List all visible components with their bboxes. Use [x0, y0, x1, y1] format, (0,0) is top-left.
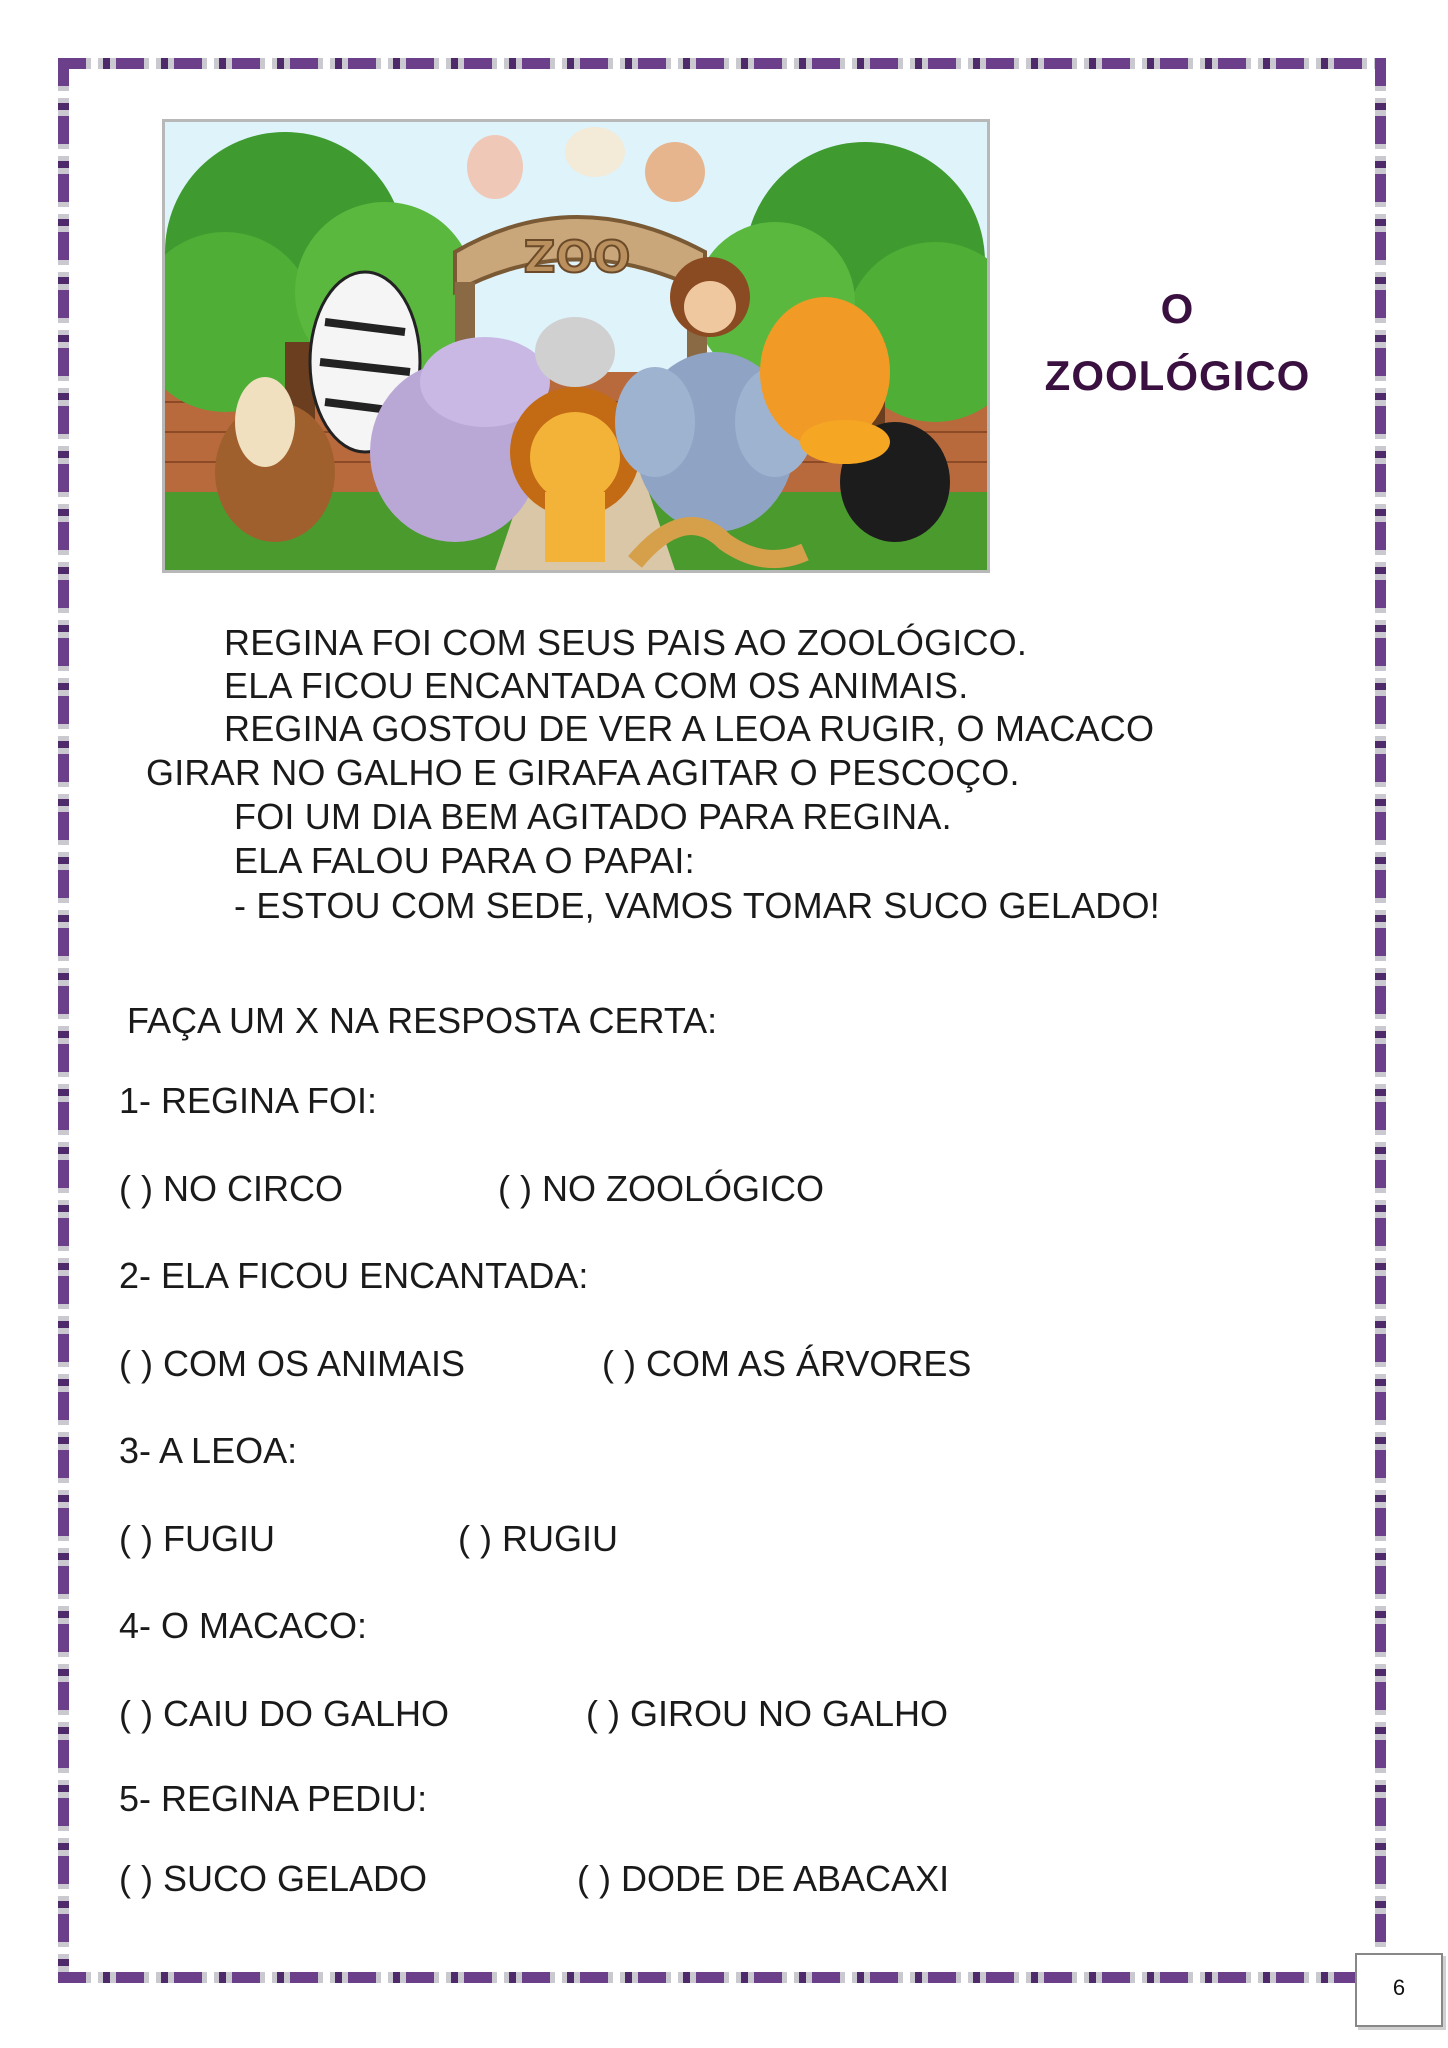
- answer-option[interactable]: ( ) COM AS ÁRVORES: [602, 1343, 972, 1384]
- story-line: ELA FALOU PARA O PAPAI:: [234, 840, 695, 881]
- border-left: [58, 58, 69, 1983]
- answer-option[interactable]: ( ) CAIU DO GALHO: [119, 1693, 450, 1734]
- quiz-instruction: FAÇA UM X NA RESPOSTA CERTA:: [127, 1000, 718, 1041]
- question-prompt: 4- O MACACO:: [119, 1605, 368, 1646]
- question-prompt: 5- REGINA PEDIU:: [119, 1778, 428, 1819]
- question-prompt: 2- ELA FICOU ENCANTADA:: [119, 1255, 589, 1296]
- story-line: REGINA GOSTOU DE VER A LEOA RUGIR, O MACACO: [224, 708, 1155, 749]
- question-prompt: 3- A LEOA:: [119, 1430, 298, 1471]
- zoo-illustration: [162, 119, 990, 573]
- answer-option[interactable]: ( ) FUGIU: [119, 1518, 275, 1559]
- story-line: - ESTOU COM SEDE, VAMOS TOMAR SUCO GELADO!: [234, 885, 1160, 926]
- border-right: [1375, 58, 1386, 1983]
- question-prompt: 1- REGINA FOI:: [119, 1080, 378, 1121]
- page-title: ZOOLÓGICO: [1044, 352, 1311, 399]
- story-line: GIRAR NO GALHO E GIRAFA AGITAR O PESCOÇO.: [146, 752, 1020, 793]
- story-line: REGINA FOI COM SEUS PAIS AO ZOOLÓGICO.: [224, 622, 1028, 663]
- answer-option[interactable]: ( ) RUGIU: [458, 1518, 618, 1559]
- page-number: 6: [1392, 1975, 1406, 2000]
- title-line-1: O: [1160, 285, 1195, 332]
- story-line: ELA FICOU ENCANTADA COM OS ANIMAIS.: [224, 665, 969, 706]
- zoo-sign-text: ZOO: [523, 232, 631, 283]
- answer-option[interactable]: ( ) NO ZOOLÓGICO: [498, 1168, 825, 1209]
- border-bottom: [58, 1972, 1386, 1983]
- border-top: [58, 58, 1386, 69]
- answer-option[interactable]: ( ) SUCO GELADO: [119, 1858, 428, 1899]
- answer-option[interactable]: ( ) NO CIRCO: [119, 1168, 343, 1209]
- answer-option[interactable]: ( ) GIROU NO GALHO: [586, 1693, 949, 1734]
- answer-option[interactable]: ( ) DODE DE ABACAXI: [577, 1858, 950, 1899]
- answer-option[interactable]: ( ) COM OS ANIMAIS: [119, 1343, 466, 1384]
- page-number-box: [1355, 1953, 1443, 2027]
- story-line: FOI UM DIA BEM AGITADO PARA REGINA.: [234, 796, 952, 837]
